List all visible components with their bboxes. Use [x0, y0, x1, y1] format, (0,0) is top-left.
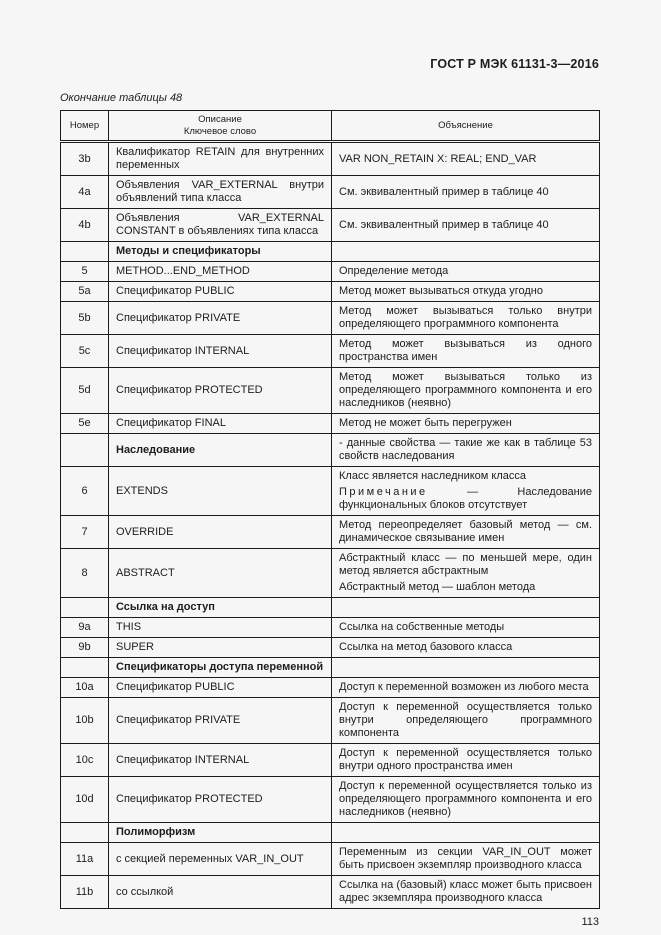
row-number [61, 658, 109, 678]
explanation-paragraph: Класс является наследником класса [339, 470, 526, 482]
row-explanation [332, 598, 600, 618]
explanation-paragraph: Доступ к переменной осуществляется только из определяющего программного компонента и его наследников (неявно) [339, 780, 592, 818]
row-keyword: Спецификатор INTERNAL [109, 335, 332, 368]
row-explanation [332, 876, 600, 909]
row-keyword: SUPER [109, 638, 332, 658]
standard-designation: ГОСТ Р МЭК 61131-3—2016 [430, 57, 599, 71]
row-explanation [332, 618, 600, 638]
table-row [61, 618, 600, 638]
explanation-paragraph: Доступ к переменной возможен из любого места [339, 681, 589, 693]
section-title: Полиморфизм [109, 823, 332, 843]
row-keyword: Спецификатор PROTECTED [109, 368, 332, 414]
explanation-paragraph: Метод может вызываться откуда угодно [339, 285, 543, 297]
row-number: 11b [61, 876, 109, 909]
explanation-paragraph: Доступ к переменной осуществляется только внутри определяющего программного компонента [339, 701, 592, 739]
row-explanation [332, 516, 600, 549]
explanation-paragraph: Метод может вызываться из одного пространства имен [339, 338, 592, 363]
explanation-paragraph: Метод может вызываться только из определяющего программного компонента и его наследников (неявно) [339, 371, 592, 409]
table-row [61, 638, 600, 658]
explanation-paragraph: Переменным из секции VAR_IN_OUT может быть присвоен экземпляр производного класса [339, 846, 592, 871]
table-row [61, 516, 600, 549]
column-header-description-line1: Описание [198, 114, 242, 125]
row-explanation [332, 698, 600, 744]
explanation-paragraph: Доступ к переменной осуществляется только внутри одного пространства имен [339, 747, 592, 772]
column-header-description [109, 111, 332, 142]
row-explanation [332, 176, 600, 209]
row-keyword: Спецификатор FINAL [109, 414, 332, 434]
row-number: 6 [61, 467, 109, 516]
row-number: 7 [61, 516, 109, 549]
row-number: 5e [61, 414, 109, 434]
row-number: 5b [61, 302, 109, 335]
page-number: 113 [581, 916, 599, 928]
row-number: 5 [61, 262, 109, 282]
row-explanation [332, 843, 600, 876]
row-number: 10a [61, 678, 109, 698]
row-explanation [332, 282, 600, 302]
table-row [61, 282, 600, 302]
row-keyword: Объявления VAR_EXTERNAL внутри объявлений типа класса [109, 176, 332, 209]
row-explanation [332, 823, 600, 843]
row-number: 5c [61, 335, 109, 368]
explanation-paragraph: Метод переопределяет базовый метод — см. динамическое связывание имен [339, 519, 592, 544]
row-explanation [332, 777, 600, 823]
row-keyword: EXTENDS [109, 467, 332, 516]
table-row [61, 843, 600, 876]
explanation-paragraph: См. эквивалентный пример в таблице 40 [339, 218, 549, 231]
row-number: 3b [61, 142, 109, 176]
table-row [61, 414, 600, 434]
row-keyword: METHOD...END_METHOD [109, 262, 332, 282]
row-number [61, 598, 109, 618]
table-row [61, 678, 600, 698]
row-keyword: Спецификатор PRIVATE [109, 302, 332, 335]
table-header [61, 111, 600, 142]
table-48 [60, 110, 600, 909]
column-header-number-label: Номер [69, 119, 100, 131]
section-row [61, 658, 600, 678]
explanation-paragraph: Метод не может быть перегружен [339, 417, 512, 429]
section-row [61, 434, 600, 467]
table-row [61, 744, 600, 777]
table-row [61, 777, 600, 823]
row-keyword: Спецификатор PROTECTED [109, 777, 332, 823]
row-explanation [332, 638, 600, 658]
table-header-row [61, 111, 600, 142]
table-row [61, 262, 600, 282]
row-explanation [332, 302, 600, 335]
row-keyword: Спецификатор PUBLIC [109, 282, 332, 302]
row-explanation [332, 678, 600, 698]
row-number: 5d [61, 368, 109, 414]
column-header-explanation-label: Объяснение [438, 119, 493, 131]
explanation-paragraph: Абстрактный метод — шаблон метода [339, 581, 536, 593]
section-title: Ссылка на доступ [109, 598, 332, 618]
explanation-paragraph: - данные свойства — такие же как в таблице 53 свойств наследования [339, 437, 592, 462]
table-row [61, 698, 600, 744]
column-header-number [61, 111, 109, 142]
row-number: 10c [61, 744, 109, 777]
table-row [61, 176, 600, 209]
row-explanation [332, 467, 600, 516]
row-explanation [332, 142, 600, 176]
table-row [61, 335, 600, 368]
row-explanation [332, 658, 600, 678]
table-body [61, 142, 600, 909]
row-keyword: со ссылкой [109, 876, 332, 909]
row-explanation [332, 209, 600, 242]
explanation-paragraph: Примечание — Наследование функциональных блоков отсутствует [339, 486, 592, 511]
row-explanation [332, 414, 600, 434]
row-explanation [332, 242, 600, 262]
section-title: Спецификаторы доступа переменной [109, 658, 332, 678]
row-keyword: с секцией переменных VAR_IN_OUT [109, 843, 332, 876]
row-keyword: ABSTRACT [109, 549, 332, 598]
row-number: 11a [61, 843, 109, 876]
row-explanation [332, 744, 600, 777]
row-explanation [332, 368, 600, 414]
row-keyword: THIS [109, 618, 332, 638]
table-row [61, 876, 600, 909]
explanation-paragraph: Ссылка на (базовый) класс может быть присвоен адрес экземпляра производного класса [339, 879, 592, 904]
row-number: 10b [61, 698, 109, 744]
table-row [61, 302, 600, 335]
explanation-paragraph: См. эквивалентный пример в таблице 40 [339, 185, 549, 198]
explanation-paragraph: Ссылка на собственные методы [339, 621, 505, 633]
row-keyword: Объявления VAR_EXTERNAL CONSTANT в объявлениях типа класса [109, 209, 332, 242]
row-number: 4a [61, 176, 109, 209]
section-title: Наследование [109, 434, 332, 467]
row-number: 10d [61, 777, 109, 823]
row-explanation [332, 549, 600, 598]
section-row [61, 823, 600, 843]
column-header-explanation [332, 111, 600, 142]
table-row [61, 549, 600, 598]
explanation-paragraph: Определение метода [339, 265, 449, 277]
section-row [61, 598, 600, 618]
row-explanation [332, 335, 600, 368]
explanation-paragraph: Абстрактный класс — по меньшей мере, один метод является абстрактным [339, 552, 592, 577]
row-keyword: Спецификатор PRIVATE [109, 698, 332, 744]
table-row [61, 142, 600, 176]
section-title: Методы и спецификаторы [109, 242, 332, 262]
row-explanation [332, 262, 600, 282]
row-keyword: Квалификатор RETAIN для внутренних переменных [109, 142, 332, 176]
row-number: 9a [61, 618, 109, 638]
explanation-paragraph: Метод может вызываться только внутри определяющего программного компонента [339, 305, 592, 330]
table-row [61, 467, 600, 516]
explanation-paragraph: VAR NON_RETAIN X: REAL; END_VAR [339, 152, 537, 165]
row-explanation [332, 434, 600, 467]
row-number [61, 434, 109, 467]
table-row [61, 368, 600, 414]
row-number: 9b [61, 638, 109, 658]
table-row [61, 209, 600, 242]
section-row [61, 242, 600, 262]
row-number: 4b [61, 209, 109, 242]
row-number [61, 823, 109, 843]
note-label: Примечание [339, 486, 428, 498]
explanation-paragraph: Ссылка на метод базового класса [339, 641, 513, 653]
row-number: 8 [61, 549, 109, 598]
row-keyword: Спецификатор PUBLIC [109, 678, 332, 698]
row-keyword: OVERRIDE [109, 516, 332, 549]
table-caption: Окончание таблицы 48 [60, 92, 183, 104]
column-header-description-line2: Ключевое слово [183, 125, 257, 137]
row-number [61, 242, 109, 262]
row-keyword: Спецификатор INTERNAL [109, 744, 332, 777]
row-number: 5a [61, 282, 109, 302]
